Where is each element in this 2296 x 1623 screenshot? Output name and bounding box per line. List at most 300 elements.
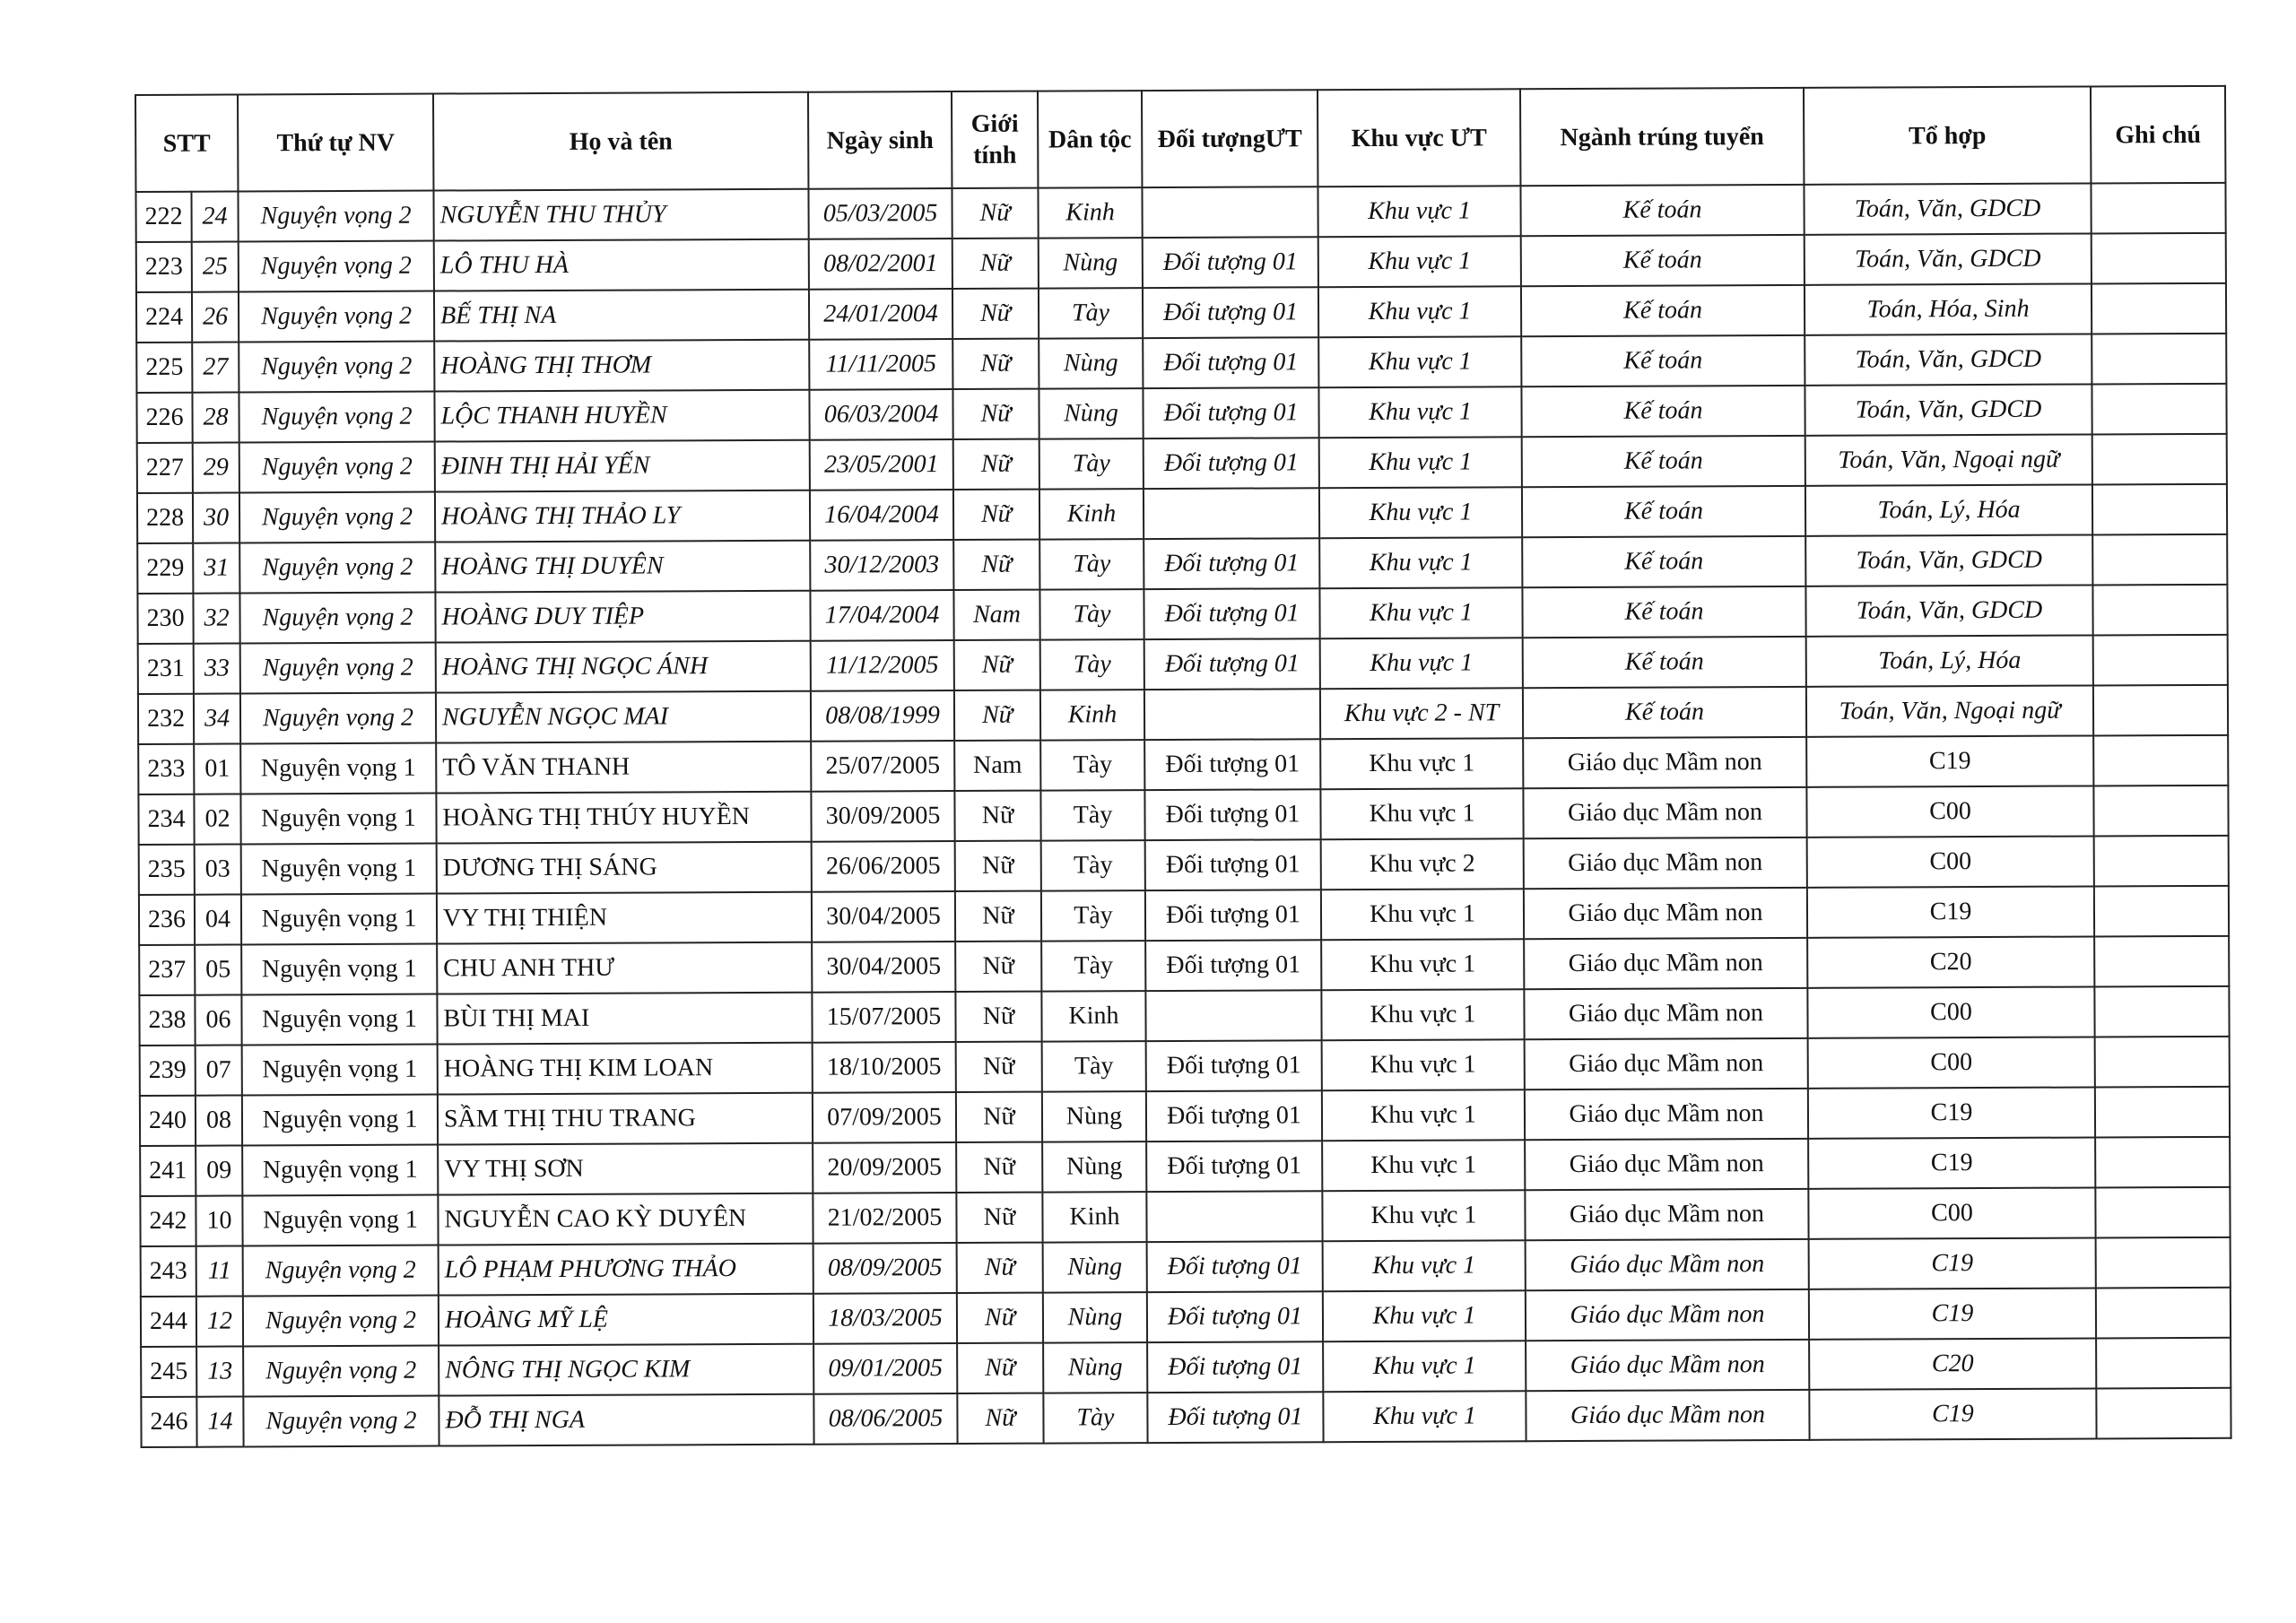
cell-region: Khu vực 1 (1318, 286, 1521, 337)
cell-ethnic: Kinh (1042, 1192, 1146, 1243)
cell-region: Khu vực 1 (1322, 1089, 1525, 1141)
cell-ethnic: Tày (1039, 539, 1144, 590)
cell-ethnic: Tày (1039, 438, 1144, 490)
cell-ethnic: Tày (1039, 288, 1143, 339)
cell-order: Nguyện vọng 2 (239, 342, 434, 393)
cell-ethnic: Kinh (1038, 187, 1142, 239)
cell-major: Kế toán (1520, 185, 1804, 236)
table-row (136, 334, 2226, 393)
cell-sub-number: 34 (194, 693, 240, 743)
cell-note (2092, 434, 2227, 485)
cell-name: DƯƠNG THỊ SÁNG (437, 842, 812, 894)
cell-gender: Nữ (954, 690, 1040, 741)
cell-stt: 231 (138, 644, 194, 694)
cell-order: Nguyện vọng 1 (241, 894, 437, 945)
cell-gender: Nữ (952, 389, 1039, 439)
cell-stt: 230 (137, 594, 193, 644)
cell-name: NGUYỄN CAO KỲ DUYÊN (438, 1193, 813, 1245)
cell-name: VY THỊ SƠN (438, 1143, 813, 1195)
cell-ethnic: Kinh (1040, 690, 1144, 741)
cell-gender: Nam (954, 741, 1040, 791)
cell-ethnic: Nùng (1042, 1141, 1146, 1193)
cell-name: LÔ THU HÀ (434, 239, 809, 291)
cell-note (2093, 735, 2228, 786)
cell-priority: Đối tượng 01 (1144, 538, 1319, 589)
cell-gender: Nữ (956, 1142, 1042, 1193)
cell-name: TÔ VĂN THANH (436, 742, 811, 794)
table-row (138, 635, 2228, 694)
cell-stt: 246 (141, 1397, 196, 1447)
cell-gender: Nữ (954, 791, 1040, 841)
cell-region: Khu vực 1 (1318, 336, 1521, 387)
table-row (135, 183, 2225, 242)
cell-combo: Toán, Văn, GDCD (1804, 183, 2091, 234)
cell-combo: Toán, Văn, GDCD (1805, 334, 2092, 385)
cell-name: HOÀNG THỊ THÚY HUYỀN (436, 792, 811, 844)
cell-gender: Nữ (957, 1393, 1043, 1444)
cell-ethnic: Tày (1041, 941, 1145, 992)
cell-gender: Nữ (952, 289, 1039, 339)
cell-major: Giáo dục Mầm non (1523, 787, 1806, 838)
cell-order: Nguyện vọng 2 (239, 442, 435, 493)
cell-note (2092, 233, 2226, 284)
cell-name: HOÀNG THỊ THƠM (434, 340, 809, 392)
cell-stt: 222 (135, 192, 191, 242)
cell-name: VY THỊ THIỆN (437, 892, 812, 944)
cell-combo: C19 (1808, 1137, 2095, 1188)
cell-region: Khu vực 1 (1321, 989, 1524, 1040)
cell-note (2095, 1087, 2230, 1138)
cell-dob: 23/05/2001 (810, 439, 953, 490)
cell-gender: Nữ (955, 841, 1041, 891)
table-row (141, 1288, 2231, 1347)
cell-sub-number: 29 (193, 442, 239, 492)
cell-major: Giáo dục Mầm non (1525, 1139, 1808, 1190)
cell-name: HOÀNG THỊ THẢO LY (435, 490, 810, 542)
table-row (138, 735, 2228, 794)
cell-note (2094, 836, 2229, 887)
cell-sub-number: 30 (193, 492, 239, 542)
cell-stt: 240 (140, 1096, 196, 1146)
cell-priority: Đối tượng 01 (1143, 387, 1318, 438)
cell-stt: 238 (139, 995, 195, 1046)
cell-stt: 239 (140, 1046, 196, 1096)
cell-note (2092, 384, 2226, 435)
cell-priority: Đối tượng 01 (1145, 890, 1321, 941)
table-row (138, 785, 2228, 845)
table-row (140, 1037, 2230, 1096)
cell-sub-number: 27 (192, 342, 239, 392)
table-row (141, 1388, 2231, 1447)
cell-order: Nguyện vọng 2 (243, 1346, 439, 1397)
cell-name: HOÀNG DUY TIỆP (435, 591, 810, 643)
cell-name: NGUYỄN NGỌC MAI (436, 691, 811, 743)
cell-combo: C19 (1808, 1087, 2095, 1138)
cell-stt: 241 (140, 1146, 196, 1196)
table-row (137, 585, 2227, 644)
cell-dob: 08/08/1999 (811, 690, 954, 742)
cell-name: BÙI THỊ MAI (437, 993, 812, 1045)
table-row (140, 1087, 2230, 1146)
cell-sub-number: 25 (192, 241, 239, 291)
cell-note (2092, 484, 2227, 535)
cell-combo: C00 (1806, 785, 2093, 837)
cell-region: Khu vực 1 (1321, 889, 1524, 940)
cell-name: NÔNG THỊ NGỌC KIM (439, 1344, 813, 1396)
cell-ethnic: Nùng (1039, 338, 1143, 389)
cell-name: NGUYỄN THU THỦY (433, 189, 808, 241)
cell-priority: Đối tượng 01 (1147, 1291, 1323, 1342)
cell-stt: 226 (136, 393, 192, 443)
table-header-row (135, 86, 2225, 192)
cell-note (2096, 1237, 2231, 1289)
cell-gender: Nữ (956, 1042, 1042, 1092)
cell-dob: 30/04/2005 (812, 891, 955, 942)
cell-region: Khu vực 1 (1322, 1140, 1525, 1191)
cell-major: Giáo dục Mầm non (1526, 1289, 1809, 1341)
cell-major: Kế toán (1521, 285, 1805, 336)
cell-dob: 25/07/2005 (811, 741, 954, 792)
cell-order: Nguyện vọng 2 (240, 693, 436, 744)
cell-combo: Toán, Văn, Ngoại ngữ (1805, 434, 2092, 485)
cell-priority: Đối tượng 01 (1146, 1090, 1322, 1141)
cell-ethnic: Tày (1040, 790, 1144, 841)
cell-ethnic: Tày (1040, 740, 1144, 791)
cell-combo: C00 (1807, 986, 2094, 1037)
cell-dob: 08/02/2001 (809, 239, 952, 290)
cell-region: Khu vực 1 (1319, 487, 1522, 538)
table-row (139, 986, 2229, 1046)
cell-priority: Đối tượng 01 (1147, 1241, 1323, 1292)
cell-order: Nguyện vọng 1 (240, 794, 436, 845)
cell-gender: Nữ (954, 640, 1040, 690)
cell-region: Khu vực 1 (1322, 1190, 1525, 1241)
cell-combo: C20 (1807, 936, 2094, 987)
cell-major: Kế toán (1523, 687, 1806, 738)
cell-priority: Đối tượng 01 (1145, 839, 1321, 890)
cell-combo: Toán, Hóa, Sinh (1805, 283, 2092, 334)
cell-order: Nguyện vọng 2 (239, 492, 435, 543)
header-priority: Đối tượngƯT (1142, 90, 1318, 187)
cell-combo: C00 (1807, 836, 2094, 887)
cell-stt: 232 (138, 694, 194, 744)
cell-combo: C19 (1807, 886, 2094, 937)
cell-ethnic: Tày (1040, 639, 1144, 690)
cell-name: ĐINH THỊ HẢI YẾN (435, 440, 810, 492)
cell-sub-number: 04 (195, 894, 241, 944)
cell-dob: 26/06/2005 (812, 841, 955, 892)
cell-major: Giáo dục Mầm non (1524, 838, 1807, 889)
cell-order: Nguyện vọng 1 (242, 1145, 438, 1196)
cell-order: Nguyện vọng 2 (239, 392, 434, 443)
cell-order: Nguyện vọng 1 (241, 844, 437, 895)
cell-stt: 237 (139, 945, 195, 995)
cell-ethnic: Nùng (1043, 1292, 1147, 1343)
cell-region: Khu vực 1 (1319, 437, 1522, 488)
cell-order: Nguyện vọng 2 (239, 291, 434, 343)
table-row (136, 233, 2226, 292)
cell-sub-number: 02 (194, 794, 240, 844)
cell-region: Khu vực 1 (1318, 386, 1521, 438)
cell-name: HOÀNG MỸ LỆ (439, 1294, 813, 1346)
header-dob: Ngày sinh (808, 91, 952, 189)
cell-note (2092, 585, 2227, 636)
cell-sub-number: 10 (196, 1195, 242, 1245)
cell-order: Nguyện vọng 2 (243, 1245, 439, 1297)
cell-sub-number: 09 (196, 1145, 242, 1195)
cell-major: Giáo dục Mầm non (1524, 888, 1807, 939)
cell-priority (1146, 1191, 1322, 1242)
cell-note (2093, 785, 2228, 837)
cell-ethnic: Nùng (1039, 238, 1143, 289)
cell-note (2095, 1187, 2230, 1238)
admission-table (135, 85, 2232, 1448)
cell-gender: Nữ (957, 1293, 1043, 1343)
header-major: Ngành trúng tuyển (1520, 88, 1804, 186)
table-row (138, 685, 2228, 744)
cell-order: Nguyện vọng 1 (242, 1095, 438, 1146)
cell-combo: C00 (1808, 1037, 2095, 1088)
table-row (139, 936, 2229, 995)
cell-major: Kế toán (1522, 586, 1805, 638)
table-row (139, 836, 2229, 895)
cell-major: Giáo dục Mầm non (1526, 1239, 1809, 1290)
cell-note (2095, 1037, 2230, 1088)
cell-region: Khu vực 2 - NT (1320, 688, 1523, 739)
cell-region: Khu vực 1 (1323, 1290, 1526, 1341)
cell-sub-number: 01 (194, 743, 240, 794)
cell-name: HOÀNG THỊ KIM LOAN (438, 1043, 813, 1095)
cell-sub-number: 31 (193, 542, 239, 593)
cell-region: Khu vực 1 (1321, 939, 1524, 990)
cell-order: Nguyện vọng 2 (239, 542, 435, 594)
cell-combo: C19 (1809, 1288, 2096, 1339)
cell-priority: Đối tượng 01 (1144, 789, 1320, 840)
cell-ethnic: Nùng (1043, 1242, 1147, 1293)
cell-note (2092, 334, 2226, 385)
cell-major: Giáo dục Mầm non (1525, 1038, 1808, 1089)
cell-major: Kế toán (1521, 235, 1805, 286)
cell-gender: Nữ (953, 540, 1039, 590)
cell-ethnic: Kinh (1039, 489, 1144, 540)
cell-priority: Đối tượng 01 (1144, 438, 1319, 489)
cell-priority (1144, 488, 1319, 539)
cell-sub-number: 28 (192, 392, 239, 442)
cell-note (2096, 1338, 2231, 1389)
cell-priority: Đối tượng 01 (1147, 1392, 1323, 1443)
cell-stt: 233 (138, 744, 194, 794)
cell-major: Giáo dục Mầm non (1524, 938, 1807, 989)
cell-dob: 15/07/2005 (812, 992, 955, 1043)
cell-name: LÔ PHẠM PHƯƠNG THẢO (439, 1244, 813, 1296)
cell-dob: 21/02/2005 (813, 1193, 956, 1244)
cell-stt: 243 (141, 1246, 196, 1297)
cell-gender: Nam (953, 590, 1039, 640)
cell-combo: Toán, Văn, GDCD (1805, 534, 2092, 586)
cell-major: Giáo dục Mầm non (1525, 1089, 1808, 1140)
cell-priority (1142, 187, 1318, 238)
cell-stt: 228 (137, 493, 193, 543)
cell-note (2094, 886, 2229, 937)
cell-ethnic: Tày (1043, 1393, 1147, 1444)
cell-region: Khu vực 1 (1320, 788, 1523, 839)
cell-gender: Nữ (952, 239, 1039, 289)
table-row (137, 434, 2227, 493)
cell-region: Khu vực 1 (1323, 1391, 1526, 1442)
table-body (135, 183, 2231, 1447)
cell-stt: 229 (137, 543, 193, 594)
cell-combo: Toán, Văn, Ngoại ngữ (1806, 685, 2093, 736)
cell-priority: Đối tượng 01 (1144, 588, 1319, 639)
cell-name: HOÀNG THỊ NGỌC ÁNH (436, 641, 811, 693)
cell-order: Nguyện vọng 1 (241, 944, 437, 995)
cell-ethnic: Tày (1041, 840, 1145, 891)
cell-ethnic: Nùng (1043, 1342, 1147, 1393)
cell-gender: Nữ (955, 891, 1041, 942)
cell-region: Khu vực 1 (1323, 1341, 1526, 1392)
cell-region: Khu vực 1 (1320, 738, 1523, 789)
cell-combo: C19 (1806, 735, 2093, 786)
cell-dob: 17/04/2004 (810, 590, 953, 641)
cell-combo: C20 (1809, 1338, 2096, 1389)
cell-combo: Toán, Văn, GDCD (1805, 384, 2092, 435)
header-stt: STT (135, 94, 238, 191)
cell-priority: Đối tượng 01 (1145, 940, 1321, 991)
cell-sub-number: 11 (196, 1245, 243, 1296)
cell-note (2092, 534, 2227, 586)
cell-dob: 30/04/2005 (812, 942, 955, 993)
cell-sub-number: 32 (193, 593, 239, 643)
cell-sub-number: 24 (191, 191, 238, 241)
cell-priority: Đối tượng 01 (1144, 638, 1320, 690)
cell-dob: 16/04/2004 (810, 490, 953, 541)
cell-note (2094, 936, 2229, 987)
cell-ethnic: Tày (1039, 589, 1144, 640)
cell-order: Nguyện vọng 1 (242, 1045, 438, 1096)
cell-stt: 236 (139, 895, 195, 945)
cell-sub-number: 13 (196, 1346, 243, 1396)
cell-dob: 07/09/2005 (813, 1092, 956, 1143)
cell-dob: 09/01/2005 (813, 1343, 957, 1394)
cell-stt: 224 (136, 292, 192, 343)
cell-combo: Toán, Văn, GDCD (1805, 585, 2092, 636)
cell-dob: 20/09/2005 (813, 1142, 956, 1193)
cell-ethnic: Tày (1041, 890, 1145, 942)
cell-region: Khu vực 1 (1323, 1240, 1526, 1291)
cell-gender: Nữ (953, 490, 1039, 540)
cell-sub-number: 12 (196, 1296, 243, 1346)
cell-ethnic: Nùng (1042, 1091, 1146, 1142)
cell-region: Khu vực 1 (1318, 236, 1521, 287)
cell-dob: 11/12/2005 (811, 640, 954, 691)
cell-combo: C19 (1809, 1237, 2096, 1289)
cell-major: Giáo dục Mầm non (1526, 1340, 1809, 1391)
cell-gender: Nữ (956, 1092, 1042, 1142)
cell-order: Nguyện vọng 1 (242, 1195, 438, 1246)
cell-stt: 234 (138, 794, 194, 845)
cell-ethnic: Nùng (1039, 388, 1143, 439)
cell-major: Giáo dục Mầm non (1523, 737, 1806, 788)
header-name: Họ và tên (433, 92, 808, 191)
cell-region: Khu vực 1 (1318, 186, 1520, 237)
header-combo: Tổ hợp (1804, 86, 2091, 184)
cell-name: SẦM THỊ THU TRANG (438, 1093, 813, 1145)
cell-major: Kế toán (1521, 386, 1805, 437)
cell-region: Khu vực 1 (1320, 638, 1523, 689)
cell-gender: Nữ (955, 992, 1041, 1042)
cell-stt: 225 (136, 343, 192, 393)
header-gender: Giới tính (952, 91, 1038, 188)
cell-priority: Đối tượng 01 (1146, 1141, 1322, 1192)
cell-priority: Đối tượng 01 (1143, 287, 1318, 338)
cell-note (2096, 1288, 2231, 1339)
table-row (137, 534, 2227, 594)
cell-region: Khu vực 2 (1321, 838, 1524, 890)
table-row (136, 384, 2226, 443)
cell-dob: 30/12/2003 (810, 540, 953, 591)
cell-sub-number: 08 (196, 1095, 242, 1145)
cell-gender: Nữ (952, 339, 1039, 389)
cell-order: Nguyện vọng 1 (241, 994, 437, 1046)
cell-combo: C19 (1809, 1388, 2096, 1439)
cell-region: Khu vực 1 (1319, 587, 1522, 638)
cell-stt: 223 (136, 242, 192, 292)
cell-major: Kế toán (1523, 637, 1806, 688)
cell-dob: 18/03/2005 (813, 1293, 957, 1344)
cell-sub-number: 03 (195, 844, 241, 894)
cell-gender: Nữ (957, 1343, 1043, 1393)
cell-order: Nguyện vọng 2 (238, 191, 433, 242)
cell-gender: Nữ (957, 1243, 1043, 1293)
cell-combo: Toán, Lý, Hóa (1806, 635, 2093, 686)
cell-gender: Nữ (955, 942, 1041, 992)
cell-sub-number: 14 (196, 1396, 243, 1446)
cell-gender: Nữ (952, 188, 1038, 239)
cell-sub-number: 07 (196, 1045, 242, 1095)
cell-dob: 08/09/2005 (813, 1243, 957, 1294)
cell-major: Kế toán (1522, 436, 1805, 487)
cell-note (2095, 1137, 2230, 1188)
cell-sub-number: 33 (194, 643, 240, 693)
table-row (140, 1137, 2230, 1196)
cell-sub-number: 06 (195, 994, 241, 1045)
cell-dob: 11/11/2005 (809, 339, 952, 390)
cell-priority: Đối tượng 01 (1143, 337, 1318, 388)
cell-order: Nguyện vọng 2 (240, 643, 436, 694)
table-row (136, 283, 2226, 343)
cell-name: CHU ANH THƯ (437, 942, 812, 994)
table-row (137, 484, 2227, 543)
cell-region: Khu vực 1 (1322, 1039, 1525, 1090)
cell-major: Giáo dục Mầm non (1524, 988, 1807, 1039)
cell-dob: 05/03/2005 (808, 188, 952, 239)
cell-order: Nguyện vọng 2 (243, 1296, 439, 1347)
cell-sub-number: 05 (195, 944, 241, 994)
cell-region: Khu vực 1 (1319, 537, 1522, 588)
cell-dob: 06/03/2004 (809, 389, 952, 440)
cell-name: LỘC THANH HUYỀN (434, 390, 809, 442)
table-row (139, 886, 2229, 945)
cell-priority (1144, 689, 1320, 740)
cell-sub-number: 26 (192, 291, 239, 342)
cell-major: Kế toán (1522, 486, 1805, 537)
cell-name: HOÀNG THỊ DUYÊN (435, 541, 810, 593)
cell-note (2092, 283, 2226, 334)
cell-priority: Đối tượng 01 (1147, 1341, 1323, 1393)
cell-order: Nguyện vọng 2 (239, 593, 435, 644)
cell-dob: 18/10/2005 (813, 1042, 956, 1093)
cell-stt: 244 (141, 1297, 196, 1347)
